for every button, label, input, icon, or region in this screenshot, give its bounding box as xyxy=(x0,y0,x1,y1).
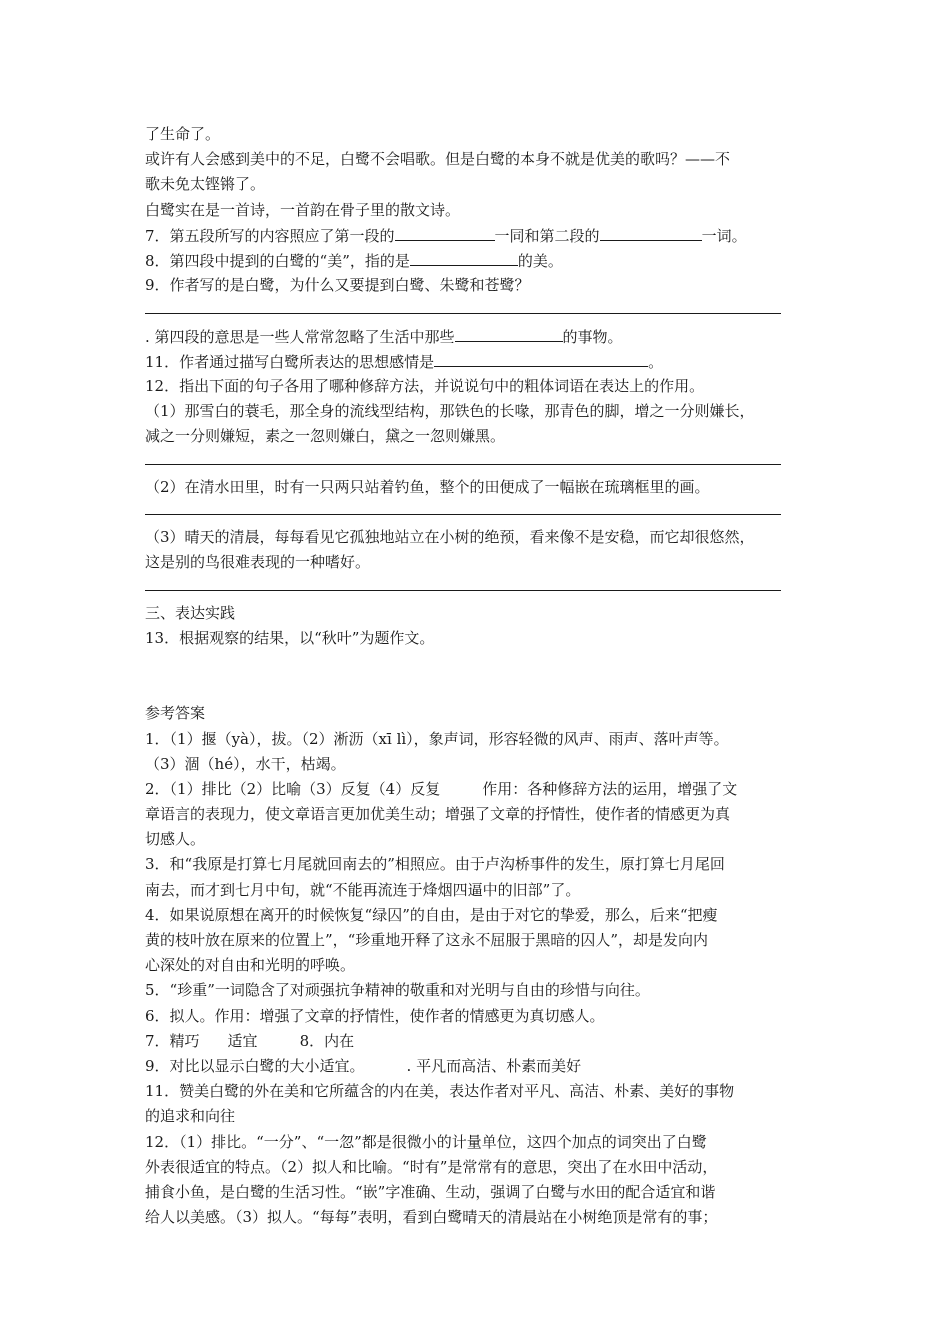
passage-line: 歌未免太铿锵了。 xyxy=(145,175,266,194)
answer-line-text: 11．赞美白鹭的外在美和它所蕴含的内在美，表达作者对平凡、高洁、朴素、美好的事物 xyxy=(145,1082,735,1101)
question-12-3-line: （3）晴天的清晨，每每看见它孤独地站立在小树的绝预，看来像不是安稳，而它却很悠然， xyxy=(145,528,755,546)
section-heading: 三、表达实践 xyxy=(145,603,236,622)
answer-line-text: 南去，而才到七月中旬，就“不能再流连于烽烟四逼中的旧部”了。 xyxy=(145,880,581,899)
answer-blank[interactable] xyxy=(410,248,518,266)
answer-line-text: （3）涸（hé），水干，枯竭。 xyxy=(145,754,346,773)
answer-line[interactable] xyxy=(145,298,825,323)
question-12-1-line: （1）那雪白的蓑毛，那全身的流线型结构，那铁色的长喙，那青色的脚，增之一分则嫌长， xyxy=(145,402,755,421)
answer-line-text: 4．如果说原想在离开的时候恢复“绿囚”的自由，是由于对它的挚爱，那么，后来“把瘦 xyxy=(145,905,718,924)
answer-line-text: 外表很适宜的特点。（2）拟人和比喻。“时有”是常常有的意思，突出了在水田中活动， xyxy=(145,1157,718,1176)
answer-line[interactable] xyxy=(145,575,825,600)
answer-line-text: 3．和“我原是打算七月尾就回南去的”相照应。由于卢沟桥事件的发生，原打算七月尾回 xyxy=(145,855,725,874)
answer-line-text: 12．（1）排比。“一分”、“一忽”都是很微小的计量单位，这四个加点的词突出了白鹭 xyxy=(145,1132,707,1151)
answer-blank[interactable] xyxy=(600,223,702,241)
question-10: . 第四段的意思是一些人常常忽略了生活中那些 的事物。 xyxy=(145,324,825,349)
question-12-3-line: 这是别的鸟很难表现的一种嗜好。 xyxy=(145,553,371,572)
question-8: 8．第四段中提到的白鹭的“美”，指的是 的美。 xyxy=(145,248,825,273)
answer-5: 5．“珍重”一词隐含了对顽强抗争精神的敬重和对光明与自由的珍惜与向往。 xyxy=(145,981,650,1000)
question-12: 12．指出下面的句子各用了哪种修辞方法，并说说句中的粗体词语在表达上的作用。 xyxy=(145,376,705,395)
answer-line[interactable] xyxy=(145,449,825,474)
answer-blank[interactable] xyxy=(434,349,648,367)
answer-line-text: 章语言的表现力，使文章语言更加优美生动；增强了文章的抒情性，使作者的情感更为真 xyxy=(145,805,731,824)
answer-line-text: 1．（1）揠（yà），拔。（2）淅沥（xī lì），象声词，形容轻微的风声、雨声、落叶声等。 xyxy=(145,729,729,748)
passage-line: 或许有人会感到美中的不足，白鹭不会唱歌。但是白鹭的本身不就是优美的歌吗？——不 xyxy=(145,150,731,169)
answer-7-8: 7．精巧 适宜 8．内在 xyxy=(145,1031,355,1050)
answer-blank[interactable] xyxy=(455,324,563,342)
question-7: 7．第五段所写的内容照应了第一段的 一同和第二段的 一词。 xyxy=(145,223,825,248)
passage-line: 了生命了。 xyxy=(145,125,221,143)
passage-line: 白鹭实在是一首诗，一首韵在骨子里的散文诗。 xyxy=(145,200,461,219)
question-13: 13．根据观察的结果，以“秋叶”为题作文。 xyxy=(145,628,435,647)
answer-line-text: 黄的枝叶放在原来的位置上”，“珍重地开释了这永不屈服于黑暗的囚人”，却是发向内 xyxy=(145,931,709,949)
question-9: 9．作者写的是白鹭，为什么又要提到白鹭、朱鹭和苍鹭？ xyxy=(145,276,530,295)
answer-9-10: 9．对比以显示白鹭的大小适宜。 . 平凡而高洁、朴素而美好 xyxy=(145,1056,582,1075)
answer-line-text: 捕食小鱼，是白鹭的生活习性。“嵌”字准确、生动，强调了白鹭与水田的配合适宜和谐 xyxy=(145,1182,716,1201)
answers-title: 参考答案 xyxy=(145,704,206,723)
answer-line-text: 的追求和向往 xyxy=(145,1107,236,1126)
question-11: 11．作者通过描写白鹭所表达的思想感情是 。 xyxy=(145,349,825,374)
answer-2-head: 2．（1）排比（2）比喻（3）反复（4）反复 作用：各种修辞方法的运用，增强了文 xyxy=(145,779,738,798)
answer-6: 6．拟人。作用：增强了文章的抒情性，使作者的情感更为真切感人。 xyxy=(145,1006,605,1025)
answer-line-text: 切感人。 xyxy=(145,830,206,849)
answer-line-text: 心深处的对自由和光明的呼唤。 xyxy=(145,956,356,975)
answer-blank[interactable] xyxy=(395,223,495,241)
document-body xyxy=(145,122,825,1230)
question-12-1-line: 减之一分则嫌短，素之一忽则嫌白，黛之一忽则嫌黑。 xyxy=(145,427,506,446)
answer-line[interactable] xyxy=(145,500,825,525)
question-12-2: （2）在清水田里，时有一只两只站着钓鱼，整个的田便成了一幅嵌在琉璃框里的画。 xyxy=(145,477,710,496)
answer-line-text: 给人以美感。（3）拟人。“每每”表明，看到白鹭晴天的清晨站在小树绝顶是常有的事； xyxy=(145,1208,718,1227)
